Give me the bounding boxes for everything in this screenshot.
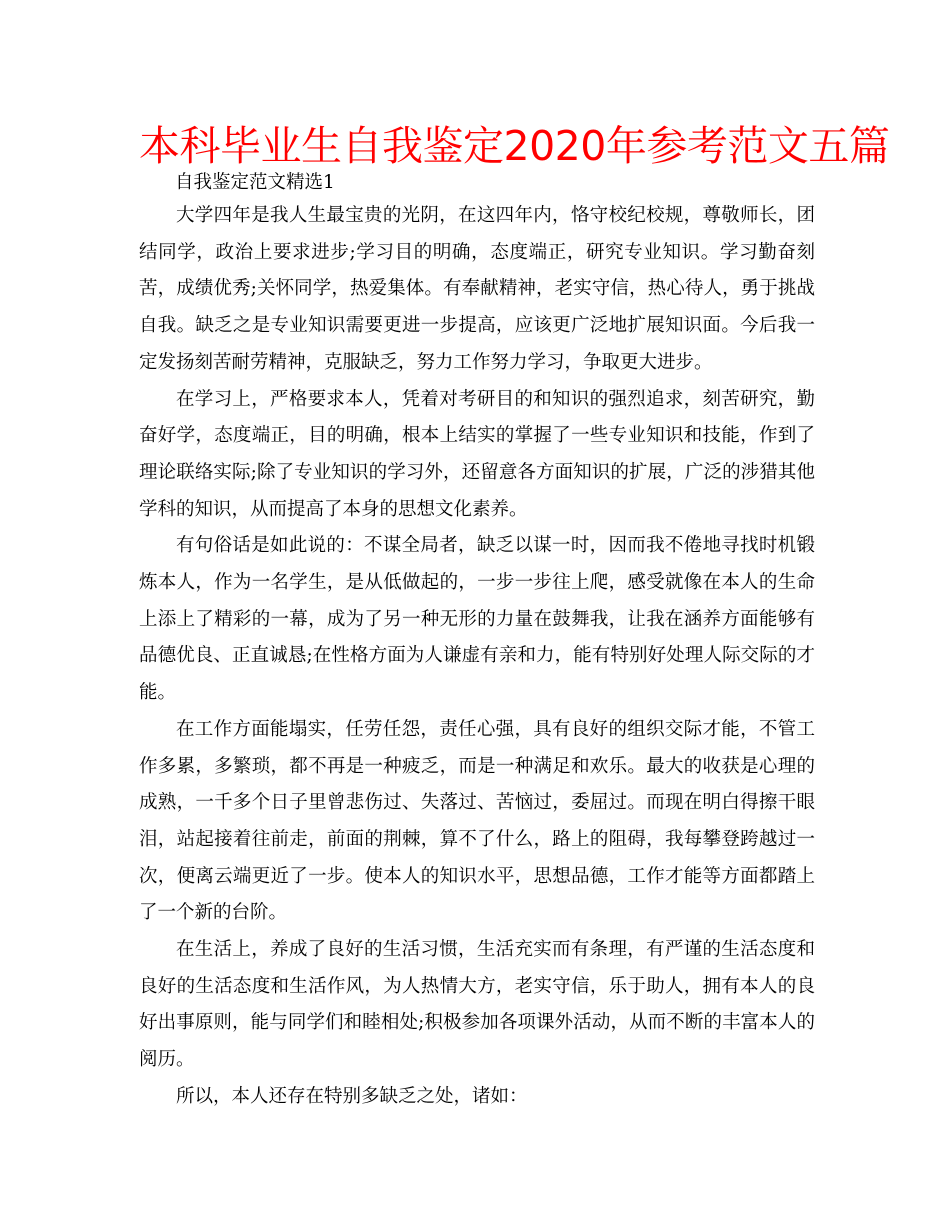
document-body bbox=[139, 198, 815, 1116]
paragraph-2: 在学习上，严格要求本人，凭着对考研目的和知识的强烈追求，刻苦研究，勤奋好学，态度端正，目的明确，根本上结实的掌握了一些专业知识和技能，作到了理论联络实际;除了专业知识的学习外，还留意各方面知识的扩展，广泛的涉猎其他学科的知识，从而提高了本身的思想文化素养。 bbox=[139, 388, 815, 520]
paragraph-4: 在工作方面能塌实，任劳任怨，责任心强，具有良好的组织交际才能，不管工作多累，多繁琐，都不再是一种疲乏，而是一种满足和欢乐。最大的收获是心理的成熟，一千多个日子里曾悲伤过、失落过、苦恼过，委屈过。而现在明白得擦干眼泪，站起接着往前走，前面的荆棘，算不了什么，路上的阻碍，我每攀登跨越过一次，便离云端更近了一步。使本人的知识水平，思想品德，工作才能等方面都踏上了一个新的台阶。 bbox=[139, 718, 815, 924]
paragraph-1: 大学四年是我人生最宝贵的光阴，在这四年内，恪守校纪校规，尊敬师长，团结同学，政治上要求进步;学习目的明确，态度端正，研究专业知识。学习勤奋刻苦，成绩优秀;关怀同学，热爱集体。有奉献精神，老实守信，热心待人，勇于挑战自我。缺乏之是专业知识需要更进一步提高，应该更广泛地扩展知识面。今后我一定发扬刻苦耐劳精神，克服缺乏，努力工作努力学习，争取更大进步。 bbox=[139, 205, 815, 373]
paragraph-6: 所以，本人还存在特别多缺乏之处，诸如： bbox=[176, 1085, 528, 1107]
section-heading: 自我鉴定范文精选1 bbox=[175, 172, 335, 193]
paragraph-5: 在生活上，养成了良好的生活习惯，生活充实而有条理，有严谨的生活态度和良好的生活态度和生活作风，为人热情大方，老实守信，乐于助人，拥有本人的良好出事原则，能与同学们和睦相处;积极参加各项课外活动，从而不断的丰富本人的阅历。 bbox=[139, 939, 815, 1071]
document-title: 本科毕业生自我鉴定2020年参考范文五篇 bbox=[139, 122, 890, 170]
paragraph-3: 有句俗话是如此说的：不谋全局者，缺乏以谋一时，因而我不倦地寻找时机锻炼本人，作为一名学生，是从低做起的，一步一步往上爬，感受就像在本人的生命上添上了精彩的一幕，成为了另一种无形的力量在鼓舞我，让我在涵养方面能够有品德优良、正直诚恳;在性格方面为人谦虚有亲和力，能有特别好处理人际交际的才能。 bbox=[139, 535, 815, 704]
